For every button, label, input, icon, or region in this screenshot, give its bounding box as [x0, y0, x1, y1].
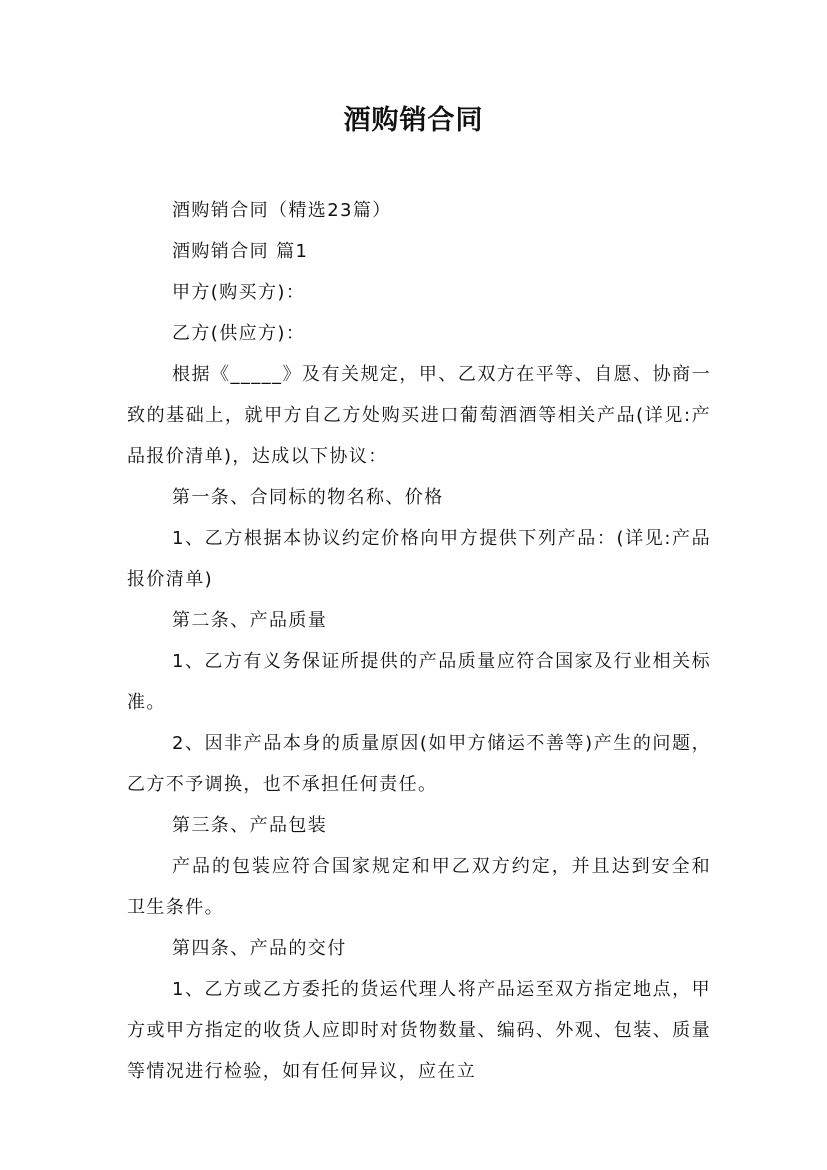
paragraph-article-4-heading: 第四条、产品的交付 — [172, 938, 347, 959]
paragraph-collection-heading: 酒购销合同（精选23篇） — [172, 200, 392, 221]
paragraph-article-1-heading: 第一条、合同标的物名称、价格 — [172, 487, 444, 508]
document-body — [127, 190, 711, 1092]
paragraph-section-heading: 酒购销合同 篇1 — [172, 241, 309, 262]
paragraph-article-2-item-2: 2、因非产品本身的质量原因(如甲方储运不善等)产生的问题，乙方不予调换，也不承担任何责任。 — [127, 733, 711, 795]
paragraph-article-1-item-1: 1、乙方根据本协议约定价格向甲方提供下列产品：(详见:产品报价清单) — [127, 528, 711, 590]
paragraph-article-3-body: 产品的包装应符合国家规定和甲乙双方约定，并且达到安全和卫生条件。 — [127, 856, 711, 918]
document-title: 酒购销合同 — [343, 105, 484, 136]
paragraph-article-3-heading: 第三条、产品包装 — [172, 815, 328, 836]
paragraph-article-2-item-1: 1、乙方有义务保证所提供的产品质量应符合国家及行业相关标准。 — [127, 651, 711, 713]
paragraph-preamble: 根据《_____》及有关规定，甲、乙双方在平等、自愿、协商一致的基础上，就甲方自乙方处购买进口葡萄酒酒等相关产品(详见:产品报价清单)，达成以下协议： — [127, 364, 711, 467]
paragraph-party-b: 乙方(供应方)： — [172, 323, 306, 344]
paragraph-article-4-item-1: 1、乙方或乙方委托的货运代理人将产品运至双方指定地点，甲方或甲方指定的收货人应即时对货物数量、编码、外观、包装、质量等情况进行检验，如有任何异议，应在立 — [127, 979, 711, 1082]
paragraph-party-a: 甲方(购买方)： — [172, 282, 306, 303]
paragraph-article-2-heading: 第二条、产品质量 — [172, 610, 328, 631]
